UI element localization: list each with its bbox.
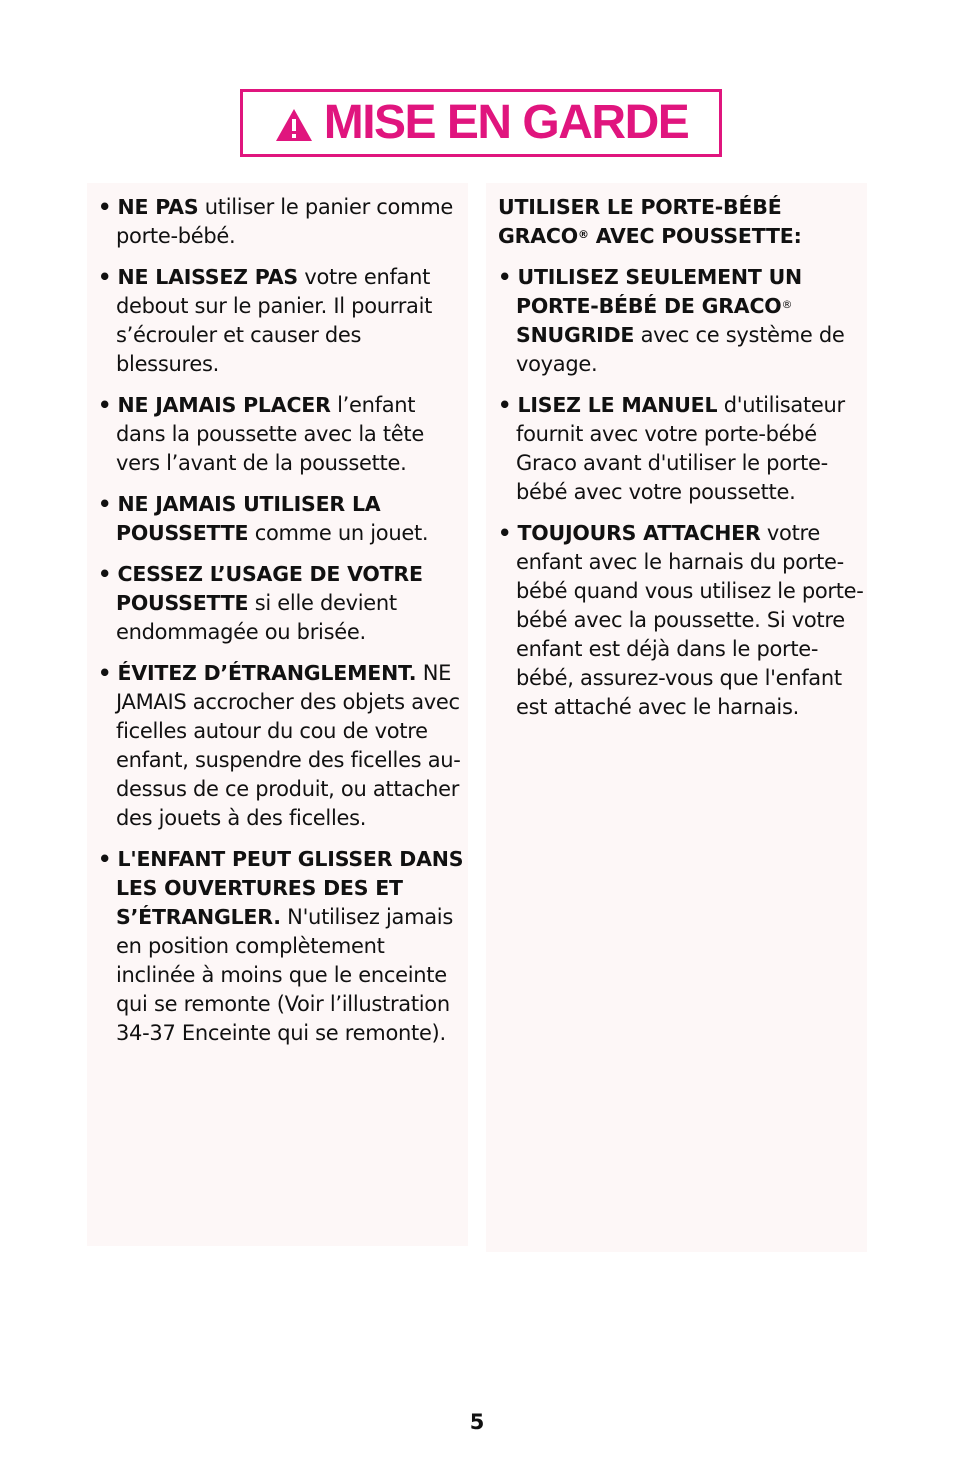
bullet: •: [498, 393, 512, 417]
item-bold: NE LAISSEZ PAS: [117, 265, 298, 289]
list-item: [498, 391, 867, 507]
item-bold: NE PAS: [117, 195, 199, 219]
heading-text: UTILISER LE PORTE-BÉBÉ GRACO: [498, 195, 782, 248]
list-item: [98, 845, 468, 1048]
bullet: •: [498, 265, 512, 289]
list-item: [98, 490, 468, 548]
list-item: [98, 560, 468, 647]
list-item: [498, 263, 867, 379]
bullet: •: [98, 661, 112, 685]
item-text: l’enfant dans la poussette avec la tête vers l’avant de la poussette.: [116, 393, 424, 475]
item-text: avec ce système de voyage.: [516, 323, 845, 376]
bullet: •: [98, 265, 112, 289]
list-item: [98, 193, 468, 251]
bullet: •: [98, 492, 112, 516]
item-bold: UTILISEZ SEULEMENT UN PORTE-BÉBÉ DE GRACO: [516, 265, 802, 318]
bullet: •: [98, 195, 112, 219]
left-column: [87, 183, 468, 1246]
bullet: •: [98, 847, 112, 871]
warning-banner: [240, 89, 722, 157]
item-bold: NE JAMAIS PLACER: [117, 393, 331, 417]
list-item: [98, 391, 468, 478]
warning-triangle-icon: [274, 107, 314, 143]
list-item: [498, 519, 867, 722]
heading-text: AVEC POUSSETTE:: [588, 224, 802, 248]
item-text: votre enfant avec le harnais du porte-bébé quand vous utilisez le porte-bébé avec la poussette. Si votre enfant est déjà dans le porte-bébé, assurez-vous que l'enfant est attaché avec le harnais.: [516, 521, 864, 719]
item-text: N'utilisez jamais en position complètement inclinée à moins que le enceinte qui se remonte (Voir l’illustration 34-37 Enceinte qui se remonte).: [116, 905, 453, 1045]
item-bold: NE JAMAIS UTILISER LA POUSSETTE: [116, 492, 381, 545]
bullet: •: [98, 562, 112, 586]
registered-mark: ®: [781, 298, 793, 311]
item-bold: ÉVITEZ D’ÉTRANGLEMENT.: [117, 661, 417, 685]
list-item: [98, 263, 468, 379]
item-bold: LISEZ LE MANUEL: [517, 393, 718, 417]
item-text: utiliser le panier comme porte-bébé.: [116, 195, 454, 248]
item-bold: CESSEZ L’USAGE DE VOTRE POUSSETTE: [116, 562, 423, 615]
item-text: comme un jouet.: [248, 521, 429, 545]
right-column: [486, 183, 867, 1252]
item-text: votre enfant debout sur le panier. Il pourrait s’écrouler et causer des blessures.: [116, 265, 433, 376]
page-number: 5: [469, 1410, 485, 1434]
warning-title: MISE EN GARDE: [323, 96, 689, 149]
item-bold: SNUGRIDE: [516, 323, 635, 347]
bullet: •: [98, 393, 112, 417]
item-text: si elle devient endommagée ou brisée.: [116, 591, 397, 644]
item-text: NE JAMAIS accrocher des objets avec ficelles autour du cou de votre enfant, suspendre des ficelles au-dessus de ce produit, ou attacher des jouets à des ficelles.: [116, 661, 461, 830]
item-text: d'utilisateur fournit avec votre porte-bébé Graco avant d'utiliser le porte-bébé avec votre poussette.: [516, 393, 845, 504]
section-heading: [498, 193, 867, 251]
item-bold: TOUJOURS ATTACHER: [517, 521, 761, 545]
bullet: •: [498, 521, 512, 545]
item-bold: L'ENFANT PEUT GLISSER DANS LES OUVERTURES DES ET S’ÉTRANGLER.: [116, 847, 464, 929]
list-item: [98, 659, 468, 833]
registered-mark: ®: [577, 228, 589, 241]
